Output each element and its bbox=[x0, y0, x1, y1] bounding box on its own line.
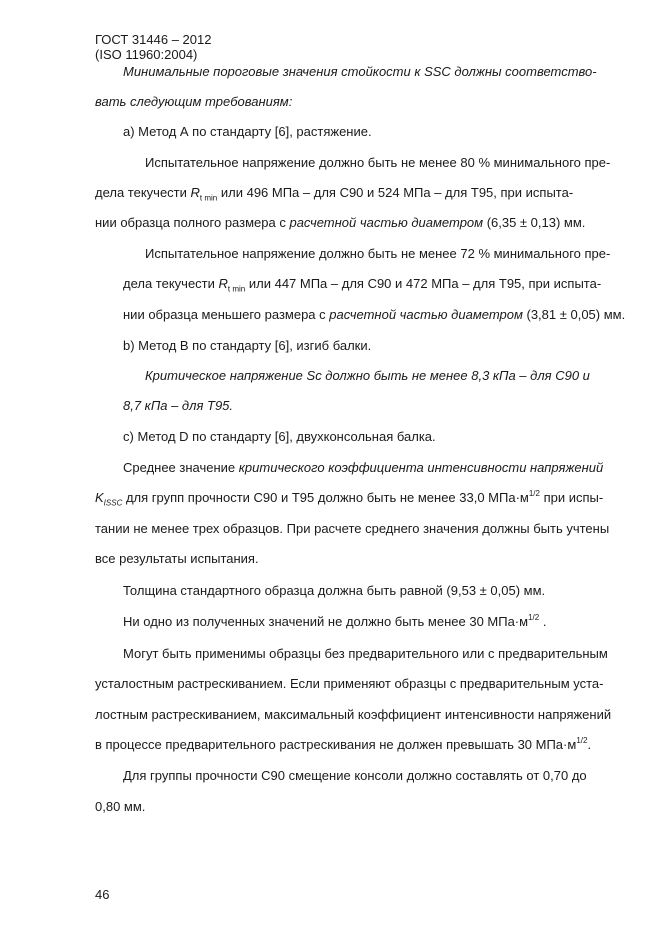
paragraph-line bbox=[123, 614, 546, 630]
symbol-subscript: t min bbox=[199, 193, 218, 203]
text-segment: (3,81 ± 0,05) мм. bbox=[522, 307, 626, 322]
method-a-heading: а) Метод А по стандарту [6], растяжение. bbox=[123, 124, 372, 139]
text-segment: для групп прочности С90 и Т95 должно быть не менее 33,0 МПа·м bbox=[122, 490, 529, 505]
italic-term: расчетной частью диаметром bbox=[329, 307, 523, 322]
standard-number: ГОСТ 31446 – 2012 bbox=[95, 32, 212, 47]
paragraph-line bbox=[95, 737, 591, 753]
text-segment: Ни одно из полученных значений не должно быть менее 30 МПа·м bbox=[123, 614, 529, 629]
text-segment: (6,35 ± 0,13) мм. bbox=[483, 215, 586, 230]
text-segment: дела текучести bbox=[123, 276, 219, 291]
paragraph-line: Испытательное напряжение должно быть не менее 72 % минимального пре- bbox=[145, 246, 611, 261]
paragraph-line: Критическое напряжение Sc должно быть не менее 8,3 кПа – для С90 и bbox=[145, 368, 590, 383]
paragraph-line bbox=[95, 215, 585, 231]
paragraph-line: Испытательное напряжение должно быть не менее 80 % минимального пре- bbox=[145, 155, 611, 170]
page-number: 46 bbox=[95, 887, 110, 902]
paragraph-line: Могут быть применимы образцы без предварительного или с предварительным bbox=[123, 646, 608, 661]
paragraph-line: тании не менее трех образцов. При расчете среднего значения должны быть учтены bbox=[95, 521, 610, 536]
paragraph-line bbox=[123, 460, 603, 476]
paragraph-line bbox=[95, 490, 603, 506]
exponent: 1/2 bbox=[528, 612, 540, 622]
paragraph-line: 8,7 кПа – для Т95. bbox=[123, 398, 234, 413]
text-segment: при испы- bbox=[539, 490, 604, 505]
text-segment: или 496 МПа – для С90 и 524 МПа – для Т95, при испыта- bbox=[217, 185, 574, 200]
symbol-r: R bbox=[218, 276, 228, 291]
text-segment: . bbox=[539, 614, 547, 629]
symbol-subscript: ISSC bbox=[103, 498, 123, 508]
paragraph-line: вать следующим требованиям: bbox=[95, 94, 293, 109]
paragraph-line: Минимальные пороговые значения стойкости к SSC должны соответство- bbox=[123, 64, 597, 79]
text-segment: нии образца полного размера с bbox=[95, 215, 290, 230]
text-segment: Среднее значение bbox=[123, 460, 239, 475]
paragraph-line: Толщина стандартного образца должна быть равной (9,53 ± 0,05) мм. bbox=[123, 583, 546, 598]
paragraph-line: лостным растрескиванием, максимальный коэффициент интенсивности напряжений bbox=[95, 707, 612, 722]
method-b-heading: b) Метод В по стандарту [6], изгиб балки. bbox=[123, 338, 372, 353]
text-segment: в процессе предварительного растрескивания не должен превышать 30 МПа·м bbox=[95, 737, 577, 752]
paragraph-line bbox=[123, 276, 601, 292]
exponent: 1/2 bbox=[528, 488, 540, 498]
paragraph-line: Для группы прочности С90 смещение консоли должно составлять от 0,70 до bbox=[123, 768, 587, 783]
text-segment: или 447 МПа – для С90 и 472 МПа – для Т95, при испыта- bbox=[245, 276, 602, 291]
text-segment: дела текучести bbox=[95, 185, 191, 200]
exponent: 1/2 bbox=[576, 735, 588, 745]
paragraph-line: 0,80 мм. bbox=[95, 799, 146, 814]
symbol-k: K bbox=[95, 490, 104, 505]
paragraph-line bbox=[123, 307, 625, 323]
symbol-r: R bbox=[190, 185, 200, 200]
paragraph-line bbox=[95, 185, 573, 201]
paragraph-line: все результаты испытания. bbox=[95, 551, 259, 566]
paragraph-line: усталостным растрескиванием. Если применяют образцы с предварительным уста- bbox=[95, 676, 604, 691]
italic-term: расчетной частью диаметром bbox=[289, 215, 484, 230]
italic-term: критического коэффициента интенсивности напряжений bbox=[238, 460, 604, 475]
iso-reference: (ISO 11960:2004) bbox=[95, 47, 198, 62]
symbol-subscript: t min bbox=[227, 284, 246, 294]
text-segment: . bbox=[587, 737, 592, 752]
document-header bbox=[95, 32, 211, 62]
method-d-heading: с) Метод D по стандарту [6], двухконсольная балка. bbox=[123, 429, 436, 444]
text-segment: нии образца меньшего размера с bbox=[123, 307, 330, 322]
